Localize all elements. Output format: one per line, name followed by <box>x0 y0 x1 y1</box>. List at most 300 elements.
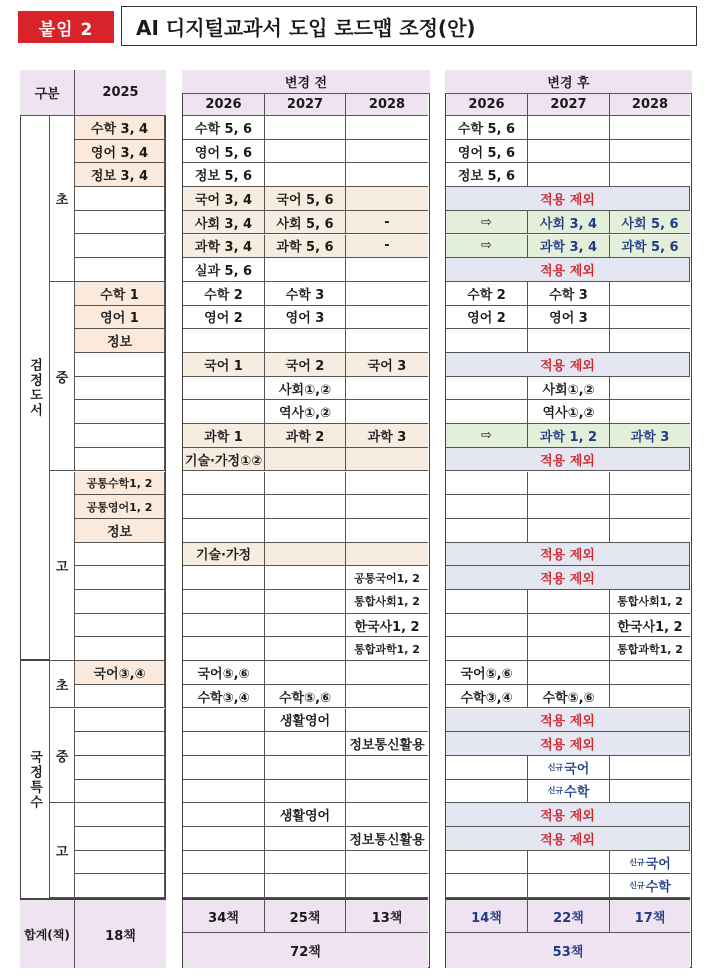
cell-r15-c4 <box>446 472 528 496</box>
cell-text: 통합사회1, 2 <box>617 595 683 609</box>
cell-text: 역사①,② <box>278 406 332 422</box>
cell-r16-c6 <box>610 495 690 519</box>
cell-r17-c2 <box>265 519 346 543</box>
cell-text: 국어 3 <box>367 358 407 374</box>
cell-r3-c0 <box>75 187 165 211</box>
attachment-badge: 붙임 2 <box>18 11 114 43</box>
excluded-label: 적용 제외 <box>540 738 595 754</box>
cell-r31-c4 <box>446 851 528 875</box>
cell-r18-c0 <box>75 543 165 567</box>
cell-r13-c6 <box>610 424 690 448</box>
cell-r17-c3 <box>346 519 428 543</box>
cell-text: 수학 3 <box>285 287 325 303</box>
cell-r30-c2 <box>265 827 346 851</box>
cell-r25-c4 <box>446 709 690 733</box>
cell-r12-c3 <box>346 400 428 424</box>
total-before-1: 25책 <box>265 898 346 933</box>
cell-r15-c1 <box>183 472 265 496</box>
cell-r8-c5 <box>528 306 610 330</box>
cell-r8-c4 <box>446 306 528 330</box>
cell-r19-c4 <box>446 566 690 590</box>
cell-r16-c3 <box>346 495 428 519</box>
cell-r4-c3 <box>346 211 428 235</box>
cell-r29-c1 <box>183 803 265 827</box>
cell-text: 국어 3, 4 <box>194 192 253 208</box>
cell-r1-c0 <box>75 140 165 164</box>
cell-text: 사회 5, 6 <box>621 216 679 232</box>
cell-r27-c2 <box>265 756 346 780</box>
cell-r27-c4 <box>446 756 528 780</box>
cell-r15-c0 <box>75 472 165 496</box>
cell-r11-c1 <box>183 377 265 401</box>
cell-r4-c0 <box>75 211 165 235</box>
cell-text: 국어⑤,⑥ <box>460 666 513 682</box>
cell-text: 과학 2 <box>285 429 325 445</box>
cell-r14-c4 <box>446 448 690 472</box>
cell-r2-c5 <box>528 163 610 187</box>
cell-text: 통합사회1, 2 <box>354 595 420 609</box>
cell-text: 과학 3 <box>367 429 407 445</box>
cell-r19-c0 <box>75 566 165 590</box>
cell-text: 국어 <box>564 761 590 777</box>
cell-r2-c1 <box>183 163 265 187</box>
cell-r32-c5 <box>528 874 610 898</box>
cell-text: 영어 5, 6 <box>457 145 516 161</box>
cell-text: 공통영어1, 2 <box>86 500 153 514</box>
cell-r32-c2 <box>265 874 346 898</box>
cell-r29-c0 <box>75 803 165 827</box>
cell-r20-c0 <box>75 590 165 614</box>
cell-text: 수학 <box>645 880 671 896</box>
cell-r30-c0 <box>75 827 165 851</box>
cell-text: 영어 5, 6 <box>194 145 253 161</box>
new-tag: 신규 <box>629 857 645 867</box>
cell-r27-c0 <box>75 756 165 780</box>
cell-text: 정보 5, 6 <box>457 169 516 185</box>
document-title: AI 디지털교과서 도입 로드맵 조정(안) <box>121 6 697 46</box>
cell-r16-c2 <box>265 495 346 519</box>
cell-r0-c6 <box>610 116 690 140</box>
total-before-0: 34책 <box>183 898 265 933</box>
cell-r2-c4 <box>446 163 528 187</box>
cell-r23-c3 <box>346 661 428 685</box>
cell-r7-c4 <box>446 282 528 306</box>
cell-r17-c5 <box>528 519 610 543</box>
cell-r13-c3 <box>346 424 428 448</box>
cell-r28-c2 <box>265 780 346 804</box>
cell-r29-c3 <box>346 803 428 827</box>
cell-r9-c5 <box>528 329 610 353</box>
cell-text: ⇨ <box>481 214 492 230</box>
cell-text: 정보 <box>106 335 133 351</box>
cell-text: 정보 3, 4 <box>90 169 149 185</box>
cell-r20-c6 <box>610 590 690 614</box>
cell-r21-c6 <box>610 614 690 638</box>
cell-r17-c4 <box>446 519 528 543</box>
cell-r4-c2 <box>265 211 346 235</box>
cell-r27-c6 <box>610 756 690 780</box>
cell-text: 영어 1 <box>100 311 139 327</box>
header-after: 변경 후 <box>445 70 692 94</box>
cell-text: 수학⑤,⑥ <box>542 690 595 706</box>
cell-r7-c1 <box>183 282 265 306</box>
header-after-2027: 2027 <box>528 94 610 116</box>
cell-r23-c5 <box>528 661 610 685</box>
cell-text: 수학 1 <box>100 287 139 303</box>
cell-r8-c3 <box>346 306 428 330</box>
excluded-label: 적용 제외 <box>540 264 595 280</box>
cell-text: 정보통신활용 <box>349 832 425 848</box>
cell-r11-c4 <box>446 377 528 401</box>
cell-r22-c4 <box>446 637 528 661</box>
cell-r22-c5 <box>528 637 610 661</box>
cell-text: 국어③,④ <box>93 666 146 682</box>
cell-r27-c1 <box>183 756 265 780</box>
cell-r27-c3 <box>346 756 428 780</box>
excluded-label: 적용 제외 <box>540 548 595 564</box>
cell-r31-c1 <box>183 851 265 875</box>
cell-r0-c0 <box>75 116 165 140</box>
cell-r16-c0 <box>75 495 165 519</box>
cell-r32-c6 <box>610 874 690 898</box>
header-before-2028: 2028 <box>346 94 428 116</box>
group-national: 국정특수 <box>20 661 50 898</box>
cell-r13-c0 <box>75 424 165 448</box>
cell-r19-c1 <box>183 566 265 590</box>
cell-r28-c6 <box>610 780 690 804</box>
cell-r5-c0 <box>75 235 165 259</box>
header-before: 변경 전 <box>182 70 430 94</box>
cell-r1-c3 <box>346 140 428 164</box>
header-after-2026: 2026 <box>446 94 528 116</box>
cell-text: 통합과학1, 2 <box>354 642 420 656</box>
cell-r2-c0 <box>75 163 165 187</box>
cell-r1-c4 <box>446 140 528 164</box>
cell-r15-c2 <box>265 472 346 496</box>
cell-r9-c6 <box>610 329 690 353</box>
cell-text: ⇨ <box>481 427 492 443</box>
cell-text: 정보 <box>106 524 133 540</box>
cell-r32-c3 <box>346 874 428 898</box>
group-certified: 검정도서 <box>20 116 50 661</box>
cell-r28-c1 <box>183 780 265 804</box>
cell-r9-c2 <box>265 329 346 353</box>
excluded-label: 적용 제외 <box>540 192 595 208</box>
cell-text: 수학③,④ <box>460 690 513 706</box>
cell-r3-c3 <box>346 187 428 211</box>
cell-text: 수학③,④ <box>197 690 250 706</box>
cell-r26-c2 <box>265 732 346 756</box>
cell-r14-c1 <box>183 448 265 472</box>
cell-r21-c3 <box>346 614 428 638</box>
cell-r18-c4 <box>446 543 690 567</box>
total-after-2: 17책 <box>610 898 690 933</box>
cell-r17-c6 <box>610 519 690 543</box>
school-level-2: 고 <box>50 472 75 662</box>
total-after-sum: 53책 <box>446 933 690 968</box>
cell-r9-c4 <box>446 329 528 353</box>
cell-text: 수학 2 <box>467 287 506 303</box>
school-level-1: 중 <box>50 282 75 472</box>
cell-r7-c2 <box>265 282 346 306</box>
cell-text: 기술·가정①② <box>184 453 263 469</box>
cell-r23-c0 <box>75 661 165 685</box>
cell-r2-c2 <box>265 163 346 187</box>
cell-text: 과학 1, 2 <box>539 429 598 445</box>
cell-text: 과학 3 <box>630 429 670 445</box>
cell-r26-c0 <box>75 732 165 756</box>
cell-r9-c1 <box>183 329 265 353</box>
total-label: 합계(책) <box>20 898 75 968</box>
cell-r13-c4 <box>446 424 528 448</box>
cell-r12-c1 <box>183 400 265 424</box>
cell-r0-c2 <box>265 116 346 140</box>
cell-r14-c0 <box>75 448 165 472</box>
school-level-5: 고 <box>50 803 75 898</box>
cell-r21-c2 <box>265 614 346 638</box>
cell-r11-c6 <box>610 377 690 401</box>
cell-r24-c1 <box>183 685 265 709</box>
cell-r19-c3 <box>346 566 428 590</box>
cell-r13-c2 <box>265 424 346 448</box>
cell-r20-c1 <box>183 590 265 614</box>
cell-r22-c3 <box>346 637 428 661</box>
cell-r25-c1 <box>183 709 265 733</box>
cell-text: 수학 <box>564 785 590 801</box>
cell-text: 수학 5, 6 <box>194 121 253 137</box>
cell-text: 과학 1 <box>204 429 243 445</box>
header-2025: 2025 <box>75 70 166 116</box>
cell-r30-c4 <box>446 827 690 851</box>
cell-r21-c4 <box>446 614 528 638</box>
cell-r24-c4 <box>446 685 528 709</box>
cell-r0-c1 <box>183 116 265 140</box>
total-2025: 18책 <box>75 898 166 968</box>
cell-r9-c3 <box>346 329 428 353</box>
cell-r30-c1 <box>183 827 265 851</box>
cell-r4-c6 <box>610 211 690 235</box>
new-tag: 신규 <box>547 786 564 796</box>
cell-r11-c5 <box>528 377 610 401</box>
cell-text: 수학 3 <box>549 287 588 303</box>
cell-text: 공통수학1, 2 <box>86 476 153 490</box>
cell-r29-c4 <box>446 803 690 827</box>
cell-r23-c4 <box>446 661 528 685</box>
new-tag: 신규 <box>547 762 564 772</box>
cell-r20-c5 <box>528 590 610 614</box>
cell-text: 사회 3, 4 <box>539 216 598 232</box>
cell-r24-c0 <box>75 685 165 709</box>
cell-r7-c5 <box>528 282 610 306</box>
cell-r15-c5 <box>528 472 610 496</box>
cell-r10-c2 <box>265 353 346 377</box>
cell-r28-c3 <box>346 780 428 804</box>
cell-text: 영어 2 <box>204 311 243 327</box>
cell-r24-c6 <box>610 685 690 709</box>
cell-r0-c4 <box>446 116 528 140</box>
cell-text: - <box>384 238 390 254</box>
cell-text: 사회①,② <box>278 382 332 398</box>
cell-r10-c1 <box>183 353 265 377</box>
cell-r8-c2 <box>265 306 346 330</box>
cell-r11-c3 <box>346 377 428 401</box>
cell-r28-c5 <box>528 780 610 804</box>
cell-r1-c6 <box>610 140 690 164</box>
total-before-2: 13책 <box>346 898 428 933</box>
cell-r1-c5 <box>528 140 610 164</box>
cell-r7-c6 <box>610 282 690 306</box>
cell-text: 과학 3, 4 <box>539 240 598 256</box>
cell-r32-c1 <box>183 874 265 898</box>
cell-r2-c3 <box>346 163 428 187</box>
cell-text: - <box>384 214 390 230</box>
cell-r9-c0 <box>75 329 165 353</box>
cell-r7-c3 <box>346 282 428 306</box>
cell-r12-c2 <box>265 400 346 424</box>
cell-r31-c5 <box>528 851 610 875</box>
cell-r23-c6 <box>610 661 690 685</box>
cell-text: 수학 2 <box>204 287 243 303</box>
cell-text: 국어 5, 6 <box>276 192 334 208</box>
cell-r29-c2 <box>265 803 346 827</box>
cell-r6-c3 <box>346 258 428 282</box>
cell-r4-c5 <box>528 211 610 235</box>
cell-r1-c2 <box>265 140 346 164</box>
cell-r24-c5 <box>528 685 610 709</box>
cell-r5-c3 <box>346 235 428 259</box>
cell-r21-c0 <box>75 614 165 638</box>
cell-r22-c2 <box>265 637 346 661</box>
cell-text: 한국사1, 2 <box>354 619 420 635</box>
cell-r18-c3 <box>346 543 428 567</box>
cell-r8-c6 <box>610 306 690 330</box>
cell-text: 국어 2 <box>285 358 325 374</box>
cell-text: 정보통신활용 <box>349 738 425 754</box>
cell-text: 통합과학1, 2 <box>617 642 683 656</box>
cell-text: 역사①,② <box>542 406 595 422</box>
header-before-2027: 2027 <box>265 94 346 116</box>
cell-text: 과학 5, 6 <box>621 240 679 256</box>
excluded-label: 적용 제외 <box>540 832 595 848</box>
cell-r15-c6 <box>610 472 690 496</box>
cell-text: 영어 3, 4 <box>90 145 149 161</box>
cell-r16-c4 <box>446 495 528 519</box>
cell-text: ⇨ <box>481 238 492 254</box>
cell-r22-c6 <box>610 637 690 661</box>
cell-r23-c2 <box>265 661 346 685</box>
cell-r2-c6 <box>610 163 690 187</box>
cell-r10-c0 <box>75 353 165 377</box>
cell-r5-c5 <box>528 235 610 259</box>
excluded-label: 적용 제외 <box>540 358 595 374</box>
cell-r3-c1 <box>183 187 265 211</box>
cell-r18-c2 <box>265 543 346 567</box>
cell-text: 영어 2 <box>467 311 506 327</box>
new-tag: 신규 <box>629 881 645 891</box>
cell-r10-c4 <box>446 353 690 377</box>
cell-r19-c2 <box>265 566 346 590</box>
cell-r21-c1 <box>183 614 265 638</box>
cell-r3-c2 <box>265 187 346 211</box>
cell-text: 사회 3, 4 <box>194 216 253 232</box>
cell-r13-c1 <box>183 424 265 448</box>
excluded-label: 적용 제외 <box>540 714 595 730</box>
cell-r26-c1 <box>183 732 265 756</box>
cell-r4-c4 <box>446 211 528 235</box>
cell-r3-c4 <box>446 187 690 211</box>
cell-r5-c6 <box>610 235 690 259</box>
cell-r12-c4 <box>446 400 528 424</box>
total-before-sum: 72책 <box>183 933 428 968</box>
cell-r31-c3 <box>346 851 428 875</box>
cell-r32-c0 <box>75 874 165 898</box>
cell-r0-c5 <box>528 116 610 140</box>
cell-r26-c4 <box>446 732 690 756</box>
cell-r16-c5 <box>528 495 610 519</box>
header-category: 구분 <box>20 70 75 116</box>
cell-text: 실과 5, 6 <box>194 264 253 280</box>
cell-r13-c5 <box>528 424 610 448</box>
cell-r27-c5 <box>528 756 610 780</box>
cell-r17-c1 <box>183 519 265 543</box>
cell-text: 기술·가정 <box>195 548 252 564</box>
cell-r15-c3 <box>346 472 428 496</box>
cell-r8-c0 <box>75 306 165 330</box>
header-before-2026: 2026 <box>183 94 265 116</box>
cell-r4-c1 <box>183 211 265 235</box>
cell-r25-c0 <box>75 709 165 733</box>
school-level-4: 중 <box>50 709 75 804</box>
cell-r18-c1 <box>183 543 265 567</box>
cell-r24-c2 <box>265 685 346 709</box>
cell-text: 사회①,② <box>542 382 595 398</box>
cell-r11-c0 <box>75 377 165 401</box>
cell-r14-c3 <box>346 448 428 472</box>
excluded-label: 적용 제외 <box>540 453 595 469</box>
cell-text: 사회 5, 6 <box>276 216 334 232</box>
cell-r20-c3 <box>346 590 428 614</box>
cell-text: 국어⑤,⑥ <box>197 666 250 682</box>
cell-text: 한국사1, 2 <box>617 619 683 635</box>
cell-text: 수학 5, 6 <box>457 121 516 137</box>
cell-r22-c0 <box>75 637 165 661</box>
cell-text: 과학 5, 6 <box>276 240 334 256</box>
cell-text: 과학 3, 4 <box>194 240 253 256</box>
total-after-1: 22책 <box>528 898 610 933</box>
header-after-2028: 2028 <box>610 94 690 116</box>
cell-r25-c2 <box>265 709 346 733</box>
cell-r5-c4 <box>446 235 528 259</box>
cell-r6-c4 <box>446 258 690 282</box>
cell-text: 국어 <box>645 856 671 872</box>
cell-r14-c2 <box>265 448 346 472</box>
cell-r16-c1 <box>183 495 265 519</box>
cell-r7-c0 <box>75 282 165 306</box>
cell-r11-c2 <box>265 377 346 401</box>
cell-r12-c5 <box>528 400 610 424</box>
cell-r30-c3 <box>346 827 428 851</box>
cell-r32-c4 <box>446 874 528 898</box>
cell-r17-c0 <box>75 519 165 543</box>
cell-r31-c0 <box>75 851 165 875</box>
cell-r22-c1 <box>183 637 265 661</box>
cell-r31-c2 <box>265 851 346 875</box>
cell-r12-c0 <box>75 400 165 424</box>
cell-r28-c4 <box>446 780 528 804</box>
cell-r20-c2 <box>265 590 346 614</box>
cell-r5-c2 <box>265 235 346 259</box>
cell-r8-c1 <box>183 306 265 330</box>
